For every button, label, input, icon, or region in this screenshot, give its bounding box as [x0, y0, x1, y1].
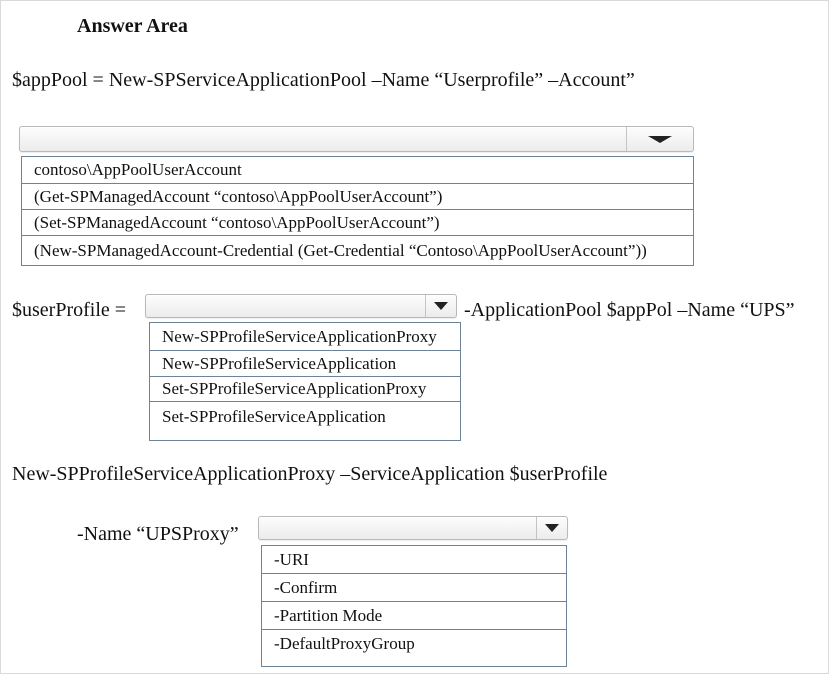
service-cmdlet-dropdown[interactable]: [145, 294, 457, 318]
apppool-command-text: $appPool = New-SPServiceApplicationPool –Name “Userprofile” –Account”: [12, 69, 635, 91]
account-dropdown[interactable]: [19, 126, 694, 152]
chevron-down-icon: [545, 524, 559, 532]
account-option-1[interactable]: contoso\AppPoolUserAccount: [22, 157, 693, 184]
proxy-name-text: -Name “UPSProxy”: [77, 523, 239, 545]
chevron-down-icon: [648, 136, 672, 143]
proxy-param-dropdown[interactable]: [258, 516, 568, 540]
proxy-param-option-2[interactable]: -Confirm: [262, 574, 566, 602]
service-cmdlet-option-2[interactable]: New-SPProfileServiceApplication: [150, 351, 460, 377]
account-option-3[interactable]: (Set-SPManagedAccount “contoso\AppPoolUserAccount”): [22, 210, 693, 236]
proxy-param-options-list: [261, 545, 567, 667]
account-options-list: [21, 156, 694, 266]
service-cmdlet-option-4[interactable]: Set-SPProfileServiceApplication: [162, 407, 386, 426]
service-cmdlet-option-1[interactable]: New-SPProfileServiceApplicationProxy: [150, 323, 460, 351]
account-dropdown-toggle[interactable]: [626, 127, 693, 151]
chevron-down-icon: [434, 302, 448, 310]
application-pool-param-text: -ApplicationPool $appPol –Name “UPS”: [464, 299, 795, 321]
service-cmdlet-dropdown-toggle[interactable]: [425, 295, 456, 317]
proxy-command-text: New-SPProfileServiceApplicationProxy –ServiceApplication $userProfile: [12, 463, 608, 485]
userprofile-assignment-text: $userProfile =: [12, 299, 127, 321]
proxy-param-option-1[interactable]: -URI: [262, 546, 566, 574]
proxy-param-option-3[interactable]: -Partition Mode: [262, 602, 566, 630]
service-cmdlet-options-list: [149, 322, 461, 441]
service-cmdlet-option-3[interactable]: Set-SPProfileServiceApplicationProxy: [150, 377, 460, 402]
answer-area-title: Answer Area: [77, 15, 188, 37]
account-option-4[interactable]: (New-SPManagedAccount-Credential (Get-Credential “Contoso\AppPoolUserAccount”)): [34, 240, 647, 260]
proxy-param-dropdown-toggle[interactable]: [536, 517, 567, 539]
account-option-2[interactable]: (Get-SPManagedAccount “contoso\AppPoolUserAccount”): [22, 184, 693, 210]
proxy-param-option-4[interactable]: -DefaultProxyGroup: [274, 634, 415, 653]
